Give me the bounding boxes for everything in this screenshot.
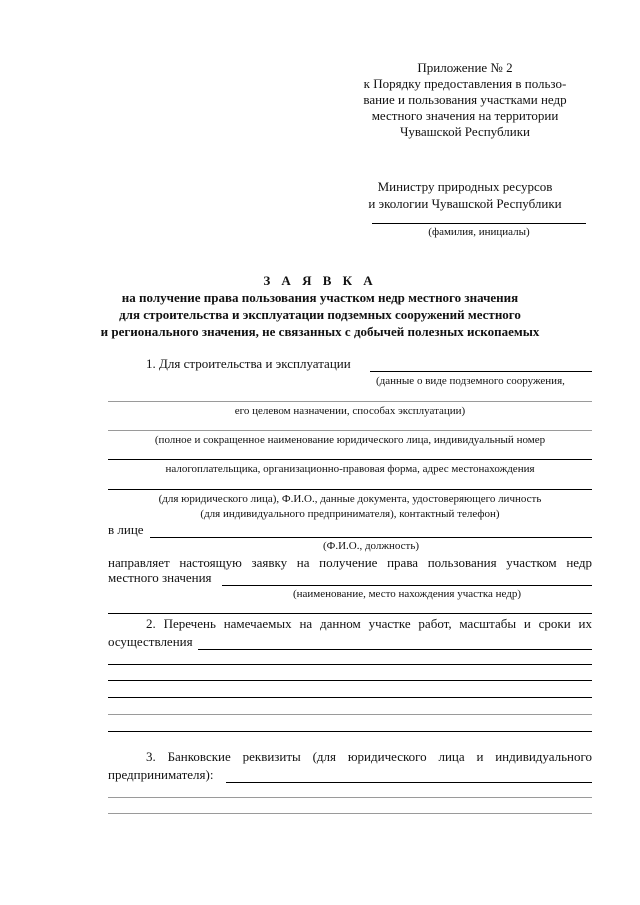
appendix-block: [340, 60, 590, 140]
addressee-line: и экологии Чувашской Республики: [368, 196, 562, 211]
appendix-line: местного значения на территории: [371, 108, 559, 123]
works-list-field-6[interactable]: [108, 731, 592, 732]
section3-label: 3. Банковские реквизиты (для юридического лица и индивидуального: [146, 749, 592, 764]
addressee-block: [340, 178, 590, 212]
in-person-label: в лице: [108, 522, 144, 537]
structure-type-field[interactable]: [370, 371, 592, 372]
works-list-field-5[interactable]: [108, 714, 592, 715]
local-significance-label: местного значения: [108, 570, 212, 585]
form-heading: З А Я В К А: [263, 273, 377, 288]
bank-details-field-3[interactable]: [108, 813, 592, 814]
form-title: [70, 272, 570, 340]
subsoil-site-hint: (наименование, место нахождения участка недр): [292, 588, 522, 600]
entity-contact-hint: (для индивидуального предпринимателя), контактный телефон): [200, 508, 500, 520]
section1-label: 1. Для строительства и эксплуатации: [146, 356, 351, 371]
structure-purpose-field[interactable]: [108, 401, 592, 402]
section2-label: 2. Перечень намечаемых на данном участке работ, масштабы и сроки их: [146, 616, 592, 631]
form-title-line: на получение права пользования участком недр местного значения: [121, 290, 519, 305]
addressee-hint: (фамилия, инициалы): [428, 226, 530, 238]
appendix-line: к Порядку предоставления в пользо-: [363, 76, 567, 91]
bank-details-field-1[interactable]: [226, 782, 592, 783]
form-title-line: и регионального значения, не связанных с добычей полезных ископаемых: [100, 324, 540, 339]
representative-hint: (Ф.И.О., должность): [322, 540, 420, 552]
addressee-name-field[interactable]: [372, 223, 586, 224]
structure-type-hint: (данные о виде подземного сооружения,: [376, 375, 565, 387]
entity-identity-field[interactable]: [108, 489, 592, 490]
subsoil-site-field[interactable]: [222, 585, 592, 586]
representative-field[interactable]: [150, 537, 592, 538]
appendix-line: Чувашской Республики: [399, 124, 531, 139]
bank-details-field-2[interactable]: [108, 797, 592, 798]
entity-name-field[interactable]: [108, 430, 592, 431]
subsoil-site-extra-field[interactable]: [108, 613, 592, 614]
form-title-line: для строительства и эксплуатации подземных сооружений местного: [119, 307, 521, 322]
works-list-field-4[interactable]: [108, 697, 592, 698]
works-list-field-3[interactable]: [108, 680, 592, 681]
entity-tax-hint: налогоплательщика, организационно-правовая форма, адрес местонахождения: [165, 463, 535, 475]
entity-tax-field[interactable]: [108, 459, 592, 460]
sends-application-text: направляет настоящую заявку на получение права пользования участком недр: [108, 555, 592, 570]
appendix-line: Приложение № 2: [417, 60, 513, 75]
section3-label-cont: предпринимателя):: [108, 767, 214, 782]
addressee-line: Министру природных ресурсов: [377, 179, 553, 194]
entity-identity-hint: (для юридического лица), Ф.И.О., данные документа, удостоверяющего личность: [158, 493, 542, 505]
entity-name-hint: (полное и сокращенное наименование юридического лица, индивидуальный номер: [154, 434, 546, 446]
works-list-field-1[interactable]: [198, 649, 592, 650]
section2-label-cont: осуществления: [108, 634, 193, 649]
appendix-line: вание и пользования участками недр: [363, 92, 567, 107]
structure-purpose-hint: его целевом назначении, способах эксплуатации): [234, 405, 466, 417]
works-list-field-2[interactable]: [108, 664, 592, 665]
